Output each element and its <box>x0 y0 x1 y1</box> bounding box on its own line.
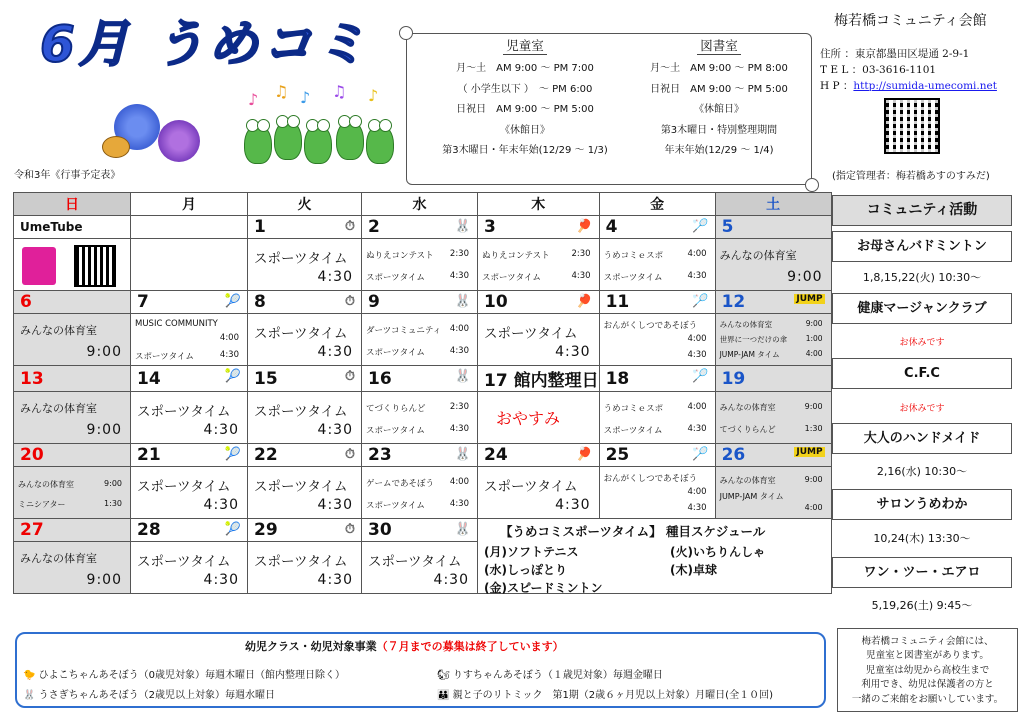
events-14 <box>131 392 248 444</box>
event-time: 4:30 <box>687 424 707 434</box>
week-2-events <box>14 314 832 366</box>
date-number: 29 <box>254 520 278 540</box>
date-2 <box>362 216 478 239</box>
events-8 <box>248 314 362 366</box>
kids-class-item <box>437 666 663 681</box>
event-time: 4:30 <box>687 503 707 513</box>
events-24 <box>478 467 600 519</box>
event-time: 4:00 <box>219 333 239 343</box>
ping-pong-icon: 🏓 <box>576 219 593 234</box>
empty-cell <box>131 239 248 291</box>
date-21 <box>131 444 248 467</box>
date-number: 15 <box>254 368 278 389</box>
date-number: 23 <box>368 445 392 465</box>
events-5 <box>715 239 831 291</box>
sports-schedule-box <box>478 519 832 594</box>
date-1 <box>248 216 362 239</box>
week-1-dates <box>14 216 832 239</box>
badminton-icon: 🏸 <box>692 447 709 462</box>
events-18 <box>599 392 715 444</box>
date-26 <box>715 444 831 467</box>
events-23 <box>362 467 478 519</box>
community-item-info: 5,19,26(土) 9:45～ <box>871 599 973 612</box>
event-time: 4:30 <box>449 499 469 509</box>
date-17 <box>478 366 600 392</box>
event-time: 4:30 <box>687 271 707 281</box>
hours-line: 第3木曜日・年末年始(12/29 〜 1/3) <box>442 145 608 157</box>
rabbit-icon: 🐰 <box>454 369 471 384</box>
date-27 <box>14 519 131 542</box>
events-21 <box>131 467 248 519</box>
event-time: 4:30 <box>687 350 707 360</box>
community-item-info: 10,24(木) 13:30～ <box>873 532 971 545</box>
date-6 <box>14 291 131 314</box>
event-label: てづくりらんど <box>366 404 426 414</box>
date-number: 14 <box>137 368 161 389</box>
weekday-mon: 月 <box>131 193 248 216</box>
week-2-dates <box>14 291 832 314</box>
date-25 <box>599 444 715 467</box>
event-time: 2:30 <box>449 402 469 412</box>
event-time: 4:30 <box>317 422 353 438</box>
qr-code-icon <box>74 245 116 287</box>
events-25 <box>599 467 715 519</box>
event-label: JUMP-JAM タイム <box>719 492 784 501</box>
week-1-events <box>14 239 832 291</box>
badminton-icon: 🏸 <box>692 294 709 309</box>
date-8 <box>248 291 362 314</box>
community-item-info: お休みです <box>899 338 945 348</box>
event-time: 4:30 <box>219 350 239 360</box>
date-number: 21 <box>137 445 161 465</box>
rabbit-icon: 🐰 <box>454 219 471 234</box>
hours-line: 《休館日》 <box>500 124 550 136</box>
kids-title-text: 幼児クラス・幼児対象事業 <box>245 640 377 653</box>
hours-line: 月～土 AM 9:00 〜 PM 8:00 <box>650 63 788 74</box>
date-28 <box>131 519 248 542</box>
kids-class-item <box>23 686 275 701</box>
date-number: 18 <box>605 368 630 389</box>
event-label: スポーツタイム <box>366 273 425 283</box>
date-number: 4 <box>605 217 618 237</box>
community-item-name: お母さんバドミントン <box>832 231 1012 262</box>
events-13 <box>14 392 131 444</box>
events-6 <box>14 314 131 366</box>
event-time: 9:00 <box>804 475 823 484</box>
event-time: 4:30 <box>317 497 353 513</box>
hours-line: （ 小学生以下 ） 〜 PM 6:00 <box>457 83 593 95</box>
event-label: スポーツタイム <box>603 426 663 436</box>
event-label: ぬりえコンテスト <box>482 251 550 261</box>
calendar-table <box>13 192 832 594</box>
event-label: スポーツタイム <box>254 554 348 570</box>
week-4-events <box>14 467 832 519</box>
event-time: 4:30 <box>449 346 469 356</box>
date-5 <box>715 216 831 239</box>
kids-notice: （７月までの募集は終了しています） <box>376 640 564 653</box>
facility-note <box>837 628 1018 712</box>
date-11 <box>599 291 715 314</box>
weekday-sat: 土 <box>715 193 831 216</box>
event-label: スポーツタイム <box>366 501 425 511</box>
tennis-ball-icon: 🎾 <box>224 447 241 462</box>
stopwatch-icon: ⏱ <box>344 294 355 309</box>
event-label: スポーツタイム <box>254 326 348 342</box>
community-item-info: お休みです <box>899 404 945 414</box>
date-number: 16 <box>368 368 392 389</box>
jump-jam-badge-icon: JUMP <box>796 447 823 457</box>
umetube-label: UmeTube <box>14 216 131 239</box>
address: 住所 ：東京都墨田区堤通 2-9-1 <box>820 48 970 60</box>
date-19 <box>715 366 831 392</box>
events-9 <box>362 314 478 366</box>
date-20 <box>14 444 131 467</box>
events-30 <box>362 542 478 594</box>
date-number: 11 <box>605 292 630 312</box>
event-time: 9:00 <box>787 269 823 285</box>
date-number: 7 <box>137 292 149 312</box>
frog-choir-illustration: ♪ ♫ ♪ ♫ ♪ <box>240 80 400 170</box>
event-time: 4:00 <box>449 324 469 334</box>
rabbit-icon: 🐰 <box>454 447 471 462</box>
kids-class-text: りすちゃんあそぼう（１歳児対象）毎週金曜日 <box>452 670 663 681</box>
event-time: 4:30 <box>203 422 239 438</box>
event-time: 4:30 <box>317 572 353 588</box>
events-12 <box>715 314 831 366</box>
event-label: みんなの体育室 <box>20 402 97 415</box>
date-number: 10 <box>484 292 508 312</box>
page-title: 6月 うめコミ <box>40 15 371 73</box>
community-item-name: 大人のハンドメイド <box>832 423 1012 454</box>
badminton-icon: 🏸 <box>692 369 709 384</box>
umetube-logo-icon <box>22 247 56 285</box>
event-time: 9:00 <box>86 572 122 588</box>
event-label: 世界に一つだけの傘 <box>719 335 788 344</box>
event-time: 4:30 <box>449 271 469 281</box>
event-time: 1:00 <box>805 334 823 343</box>
weekday-fri: 金 <box>599 193 715 216</box>
date-18 <box>599 366 715 392</box>
opening-hours-panel <box>406 33 812 185</box>
event-time: 1:30 <box>804 424 823 433</box>
schedule-fri: (金)スピードミントン <box>484 581 603 595</box>
date-number: 1 <box>254 217 266 237</box>
date-29 <box>248 519 362 542</box>
events-3 <box>478 239 600 291</box>
event-time: 9:00 <box>86 422 122 438</box>
kids-class-text: 親と子のリトミック 第1期（2歳６ヶ月児以上対象）月曜日(全１０回) <box>452 690 773 701</box>
community-item-name: ワン・ツー・エアロ <box>832 557 1012 588</box>
events-2 <box>362 239 478 291</box>
event-label: ダーツコミュニティ <box>366 326 442 336</box>
library-heading: 図書室 <box>697 38 741 55</box>
date-number: 8 <box>254 292 266 312</box>
event-time: 2:30 <box>449 249 469 259</box>
org-name: 梅若橋コミュニティ会館 <box>834 13 987 29</box>
community-item-name: C.F.C <box>832 358 1012 389</box>
event-label: スポーツタイム <box>484 479 578 495</box>
date-number: 28 <box>137 520 161 540</box>
weekday-sun: 日 <box>14 193 131 216</box>
date-number: 20 <box>20 445 44 465</box>
events-19 <box>715 392 831 444</box>
event-label: みんなの体育室 <box>719 320 773 329</box>
events-29 <box>248 542 362 594</box>
date-number: 2 <box>368 217 380 237</box>
date-24 <box>478 444 600 467</box>
parent-child-icon: 👪 <box>437 690 450 701</box>
event-time: 4:30 <box>203 497 239 513</box>
website-link[interactable]: http://sumida-umecomi.net <box>853 80 997 92</box>
events-10 <box>478 314 600 366</box>
events-27 <box>14 542 131 594</box>
events-1 <box>248 239 362 291</box>
event-time: 4:00 <box>805 349 823 358</box>
ping-pong-icon: 🏓 <box>576 447 593 462</box>
event-label: てづくりらんど <box>719 425 776 434</box>
badminton-icon: 🏸 <box>692 219 709 234</box>
ping-pong-icon: 🏓 <box>576 294 593 309</box>
events-26 <box>715 467 831 519</box>
event-time: 9:00 <box>104 479 122 488</box>
event-time: 9:00 <box>86 344 122 360</box>
event-label: おんがくしつであそぼう <box>603 474 698 484</box>
hours-line: 日祝日 AM 9:00 〜 PM 5:00 <box>456 104 594 116</box>
event-time: 1:30 <box>104 499 122 508</box>
event-time: 4:00 <box>687 402 707 412</box>
event-time: 4:00 <box>687 249 707 259</box>
contact-info <box>820 46 997 94</box>
date-14 <box>131 366 248 392</box>
phone: T E L ：03-3616-1101 <box>820 64 937 76</box>
events-11 <box>599 314 715 366</box>
event-label: スポーツタイム <box>368 554 462 570</box>
chick-icon: 🐤 <box>23 670 36 681</box>
event-label: みんなの体育室 <box>18 480 74 489</box>
tennis-ball-icon: 🎾 <box>224 522 241 537</box>
date-number: 13 <box>20 368 44 389</box>
event-label: スポーツタイム <box>482 273 541 283</box>
date-number: 17 館内整理日 <box>484 371 599 391</box>
community-item-info: 1,8,15,22(火) 10:30～ <box>862 271 982 284</box>
date-12 <box>715 291 831 314</box>
schedule-subtitle: 令和3年《行事予定表》 <box>14 170 121 181</box>
event-label: ミニシアター <box>18 500 66 509</box>
schedule-mon: (月)ソフトテニス <box>484 545 579 559</box>
event-label: ぬりえコンテスト <box>366 251 434 261</box>
hours-line: 月～土 AM 9:00 〜 PM 7:00 <box>456 63 594 74</box>
kids-class-item <box>23 666 345 681</box>
community-item-name: 健康マージャンクラブ <box>832 293 1012 324</box>
event-time: 4:00 <box>687 487 707 497</box>
stopwatch-icon: ⏱ <box>344 447 355 462</box>
date-15 <box>248 366 362 392</box>
event-label: みんなの体育室 <box>719 249 797 262</box>
date-number: 12 <box>721 292 746 312</box>
date-3 <box>478 216 600 239</box>
event-label: みんなの体育室 <box>719 476 776 485</box>
event-label: うめコミｅスポ <box>603 404 664 414</box>
date-number: 5 <box>721 217 734 237</box>
event-label: スポーツタイム <box>137 404 231 420</box>
date-22 <box>248 444 362 467</box>
date-10 <box>478 291 600 314</box>
kids-title <box>245 638 564 654</box>
week-4-dates <box>14 444 832 467</box>
events-20 <box>14 467 131 519</box>
event-label: スポーツタイム <box>484 326 578 342</box>
event-time: 4:00 <box>449 477 469 487</box>
event-time: 9:00 <box>805 319 823 328</box>
community-item-info: 2,16(水) 10:30～ <box>876 465 968 478</box>
stopwatch-icon: ⏱ <box>344 522 355 537</box>
note-line: 児童室と図書室があります。 <box>866 650 989 662</box>
manager-note: (指定管理者：梅若橋あすのすみだ) <box>832 171 990 182</box>
tennis-ball-icon: 🎾 <box>224 294 241 309</box>
event-time: 4:30 <box>571 271 591 281</box>
event-label: スポーツタイム <box>254 404 348 420</box>
hours-line: 第3木曜日・特別整理期間 <box>660 124 778 136</box>
hours-line: 日祝日 AM 9:00 〜 PM 5:00 <box>650 83 788 95</box>
rabbit-icon: 🐰 <box>454 522 471 537</box>
rabbit-icon: 🐰 <box>23 690 36 701</box>
date-number: 24 <box>484 445 508 465</box>
event-label: スポーツタイム <box>135 352 194 362</box>
events-17 <box>478 392 600 444</box>
note-line: 児童室は幼児から高校生まで <box>865 664 990 676</box>
event-label: みんなの体育室 <box>20 324 97 337</box>
event-time: 4:30 <box>203 572 239 588</box>
weekday-thu: 木 <box>478 193 600 216</box>
jump-jam-badge-icon: JUMP <box>796 294 823 304</box>
event-time: 4:30 <box>317 269 353 285</box>
event-label: スポーツタイム <box>603 273 663 283</box>
hp-label: H P ： <box>820 80 854 92</box>
events-28 <box>131 542 248 594</box>
stopwatch-icon: ⏱ <box>344 369 355 384</box>
rabbit-icon: 🐰 <box>454 294 471 309</box>
event-label: みんなの体育室 <box>719 403 776 412</box>
community-item-name: サロンうめわか <box>832 489 1012 520</box>
tennis-ball-icon: 🎾 <box>224 369 241 384</box>
week-3-dates <box>14 366 832 392</box>
children-room-hours <box>425 38 625 162</box>
event-label: スポーツタイム <box>137 479 231 495</box>
events-15 <box>248 392 362 444</box>
event-label: スポーツタイム <box>254 251 348 267</box>
stopwatch-icon: ⏱ <box>344 219 355 234</box>
date-23 <box>362 444 478 467</box>
qr-code-icon <box>884 98 940 154</box>
date-number: 22 <box>254 445 278 465</box>
date-13 <box>14 366 131 392</box>
event-label: JUMP-JAM タイム <box>719 350 780 359</box>
kids-class-item <box>437 686 773 701</box>
weekday-wed: 水 <box>362 193 478 216</box>
hours-line: 年末年始(12/29 〜 1/4) <box>664 145 774 157</box>
schedule-wed: (水)しっぽとり <box>484 563 567 577</box>
schedule-tue: (火)いちりんしゃ <box>670 545 765 559</box>
week-3-events <box>14 392 832 444</box>
library-hours <box>629 38 809 162</box>
kids-classes-panel <box>15 632 826 708</box>
sports-schedule-title: 【うめコミスポーツタイム】 種目スケジュール <box>500 524 766 539</box>
event-time: 9:00 <box>804 402 823 411</box>
note-line: 利用でき、幼児は保護者の方と <box>861 679 994 691</box>
date-number: 19 <box>721 368 746 389</box>
date-4 <box>599 216 715 239</box>
date-16 <box>362 366 478 392</box>
kids-class-text: ひよこちゃんあそぼう（0歳児対象）毎週木曜日（館内整理日除く） <box>38 670 346 681</box>
event-label: スポーツタイム <box>366 426 425 436</box>
date-number: 27 <box>20 520 44 540</box>
event-time: 2:30 <box>571 249 591 259</box>
note-line: 一緒のご来館をお願いしています。 <box>851 693 1004 705</box>
squirrel-icon: 🐿 <box>437 670 450 681</box>
event-label: ゲームであそぼう <box>366 479 435 489</box>
weekday-header-row <box>14 193 832 216</box>
date-number: 9 <box>368 292 380 312</box>
event-time: 4:30 <box>555 344 591 360</box>
event-label: スポーツタイム <box>137 554 231 570</box>
event-label: うめコミｅスポ <box>603 251 664 261</box>
week-5-dates <box>14 519 832 542</box>
date-number: 6 <box>20 292 32 312</box>
date-number: 25 <box>605 445 630 465</box>
event-time: 4:30 <box>555 497 591 513</box>
event-label: スポーツタイム <box>254 479 348 495</box>
event-time: 4:30 <box>317 344 353 360</box>
date-30 <box>362 519 478 542</box>
event-time: 4:00 <box>687 334 707 344</box>
event-time: 4:00 <box>804 503 823 512</box>
kids-class-text: うさぎちゃんあそぼう（2歳児以上対象）毎週水曜日 <box>38 690 276 701</box>
events-16 <box>362 392 478 444</box>
snail-hydrangea-illustration <box>100 96 220 166</box>
hours-line: 《休館日》 <box>694 104 744 116</box>
community-heading: コミュニティ活動 <box>832 195 1012 226</box>
event-label: MUSIC COMMUNITY <box>135 319 218 329</box>
events-7 <box>131 314 248 366</box>
date-9 <box>362 291 478 314</box>
closed-label: おやすみ <box>496 409 561 428</box>
event-time: 4:30 <box>449 424 469 434</box>
children-room-heading: 児童室 <box>503 38 547 55</box>
weekday-tue: 火 <box>248 193 362 216</box>
date-number: 30 <box>368 520 392 540</box>
event-label: スポーツタイム <box>366 348 425 358</box>
umetube-qr <box>14 239 131 291</box>
event-label: みんなの体育室 <box>20 552 97 565</box>
empty-cell <box>131 216 248 239</box>
event-time: 4:30 <box>433 572 469 588</box>
date-number: 3 <box>484 217 496 237</box>
date-7 <box>131 291 248 314</box>
note-line: 梅若橋コミュニティ会館には、 <box>861 636 994 647</box>
events-4 <box>599 239 715 291</box>
schedule-thu: (木)卓球 <box>670 563 717 577</box>
event-label: おんがくしつであそぼう <box>603 321 698 331</box>
events-22 <box>248 467 362 519</box>
date-number: 26 <box>721 445 746 465</box>
